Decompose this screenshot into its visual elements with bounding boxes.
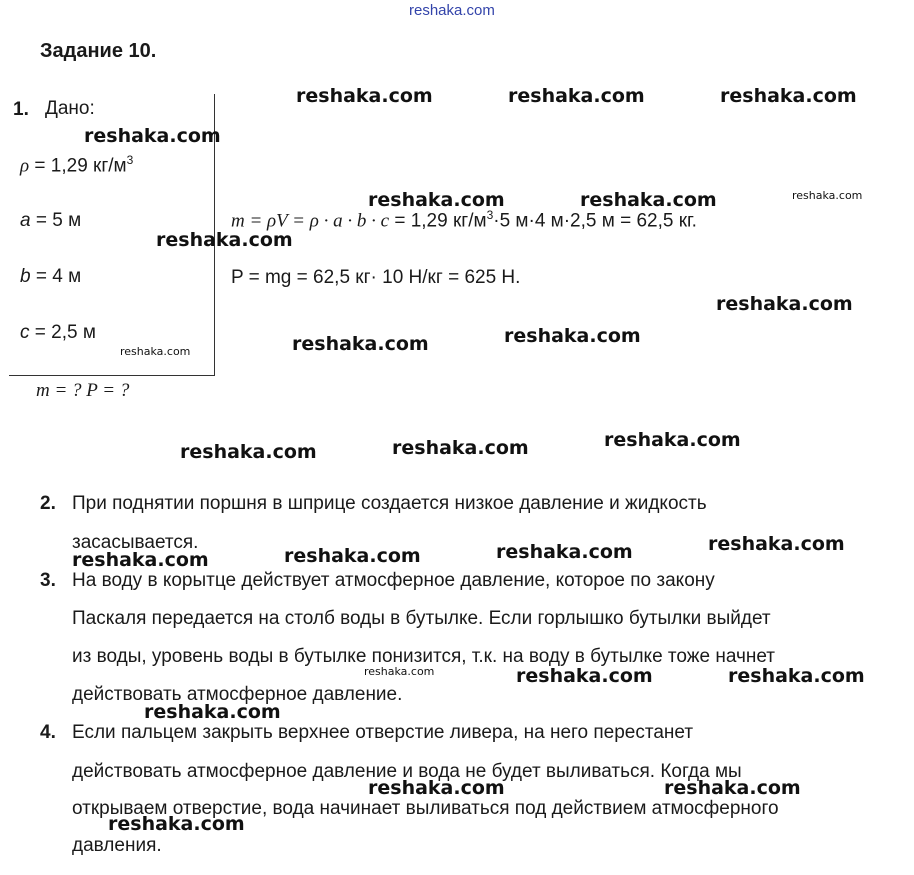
task-3-line: действовать атмосферное давление. xyxy=(72,684,403,705)
formula-mass-rhs-a: = 1,29 кг/м xyxy=(389,210,487,232)
watermark: reshaka.com xyxy=(580,189,717,211)
watermark: reshaka.com xyxy=(368,777,505,799)
b-symbol: b xyxy=(20,266,31,287)
task-4-line: давления. xyxy=(72,835,162,856)
task-4-number: 4. xyxy=(40,722,56,743)
task-4-line: открываем отверстие, вода начинает выливаться под действием атмосферного xyxy=(72,798,779,819)
find-line xyxy=(36,380,129,402)
watermark: reshaka.com xyxy=(508,85,645,107)
watermark: reshaka.com xyxy=(108,813,245,835)
watermark: reshaka.com xyxy=(364,665,435,678)
task-2-line: засасывается. xyxy=(72,532,199,553)
formula-mass-exp: 3 xyxy=(486,208,494,222)
formula-mass-lhs: m = ρV = ρ · a · b · c xyxy=(231,210,390,232)
page-title: Задание 10. xyxy=(40,40,157,62)
task-3-number: 3. xyxy=(40,570,56,591)
watermark: reshaka.com xyxy=(716,293,853,315)
given-c xyxy=(20,322,96,344)
site-header-link[interactable]: reshaka.com xyxy=(409,2,495,19)
watermark: reshaka.com xyxy=(72,549,209,571)
given-label: Дано: xyxy=(45,98,95,119)
given-rho xyxy=(20,153,133,177)
b-value: = 4 м xyxy=(35,266,82,287)
watermark: reshaka.com xyxy=(284,545,421,567)
c-value: = 2,5 м xyxy=(34,322,96,343)
watermark: reshaka.com xyxy=(392,437,529,459)
watermark: reshaka.com xyxy=(728,665,865,687)
watermark: reshaka.com xyxy=(120,345,191,358)
watermark: reshaka.com xyxy=(84,125,221,147)
watermark: reshaka.com xyxy=(156,229,293,251)
c-symbol: c xyxy=(20,322,30,343)
watermark: reshaka.com xyxy=(496,541,633,563)
watermark: reshaka.com xyxy=(708,533,845,555)
given-divider-horizontal xyxy=(9,375,215,376)
watermark: reshaka.com xyxy=(368,189,505,211)
watermark: reshaka.com xyxy=(180,441,317,463)
task-2-line: При поднятии поршня в шприце создается низкое давление и жидкость xyxy=(72,493,707,514)
rho-value: = 1,29 кг/м xyxy=(34,155,127,177)
formula-weight: P = mg = 62,5 кг· 10 Н/кг = 625 Н. xyxy=(231,267,521,288)
task-3-line: Паскаля передается на столб воды в бутылке. Если горлышко бутылки выйдет xyxy=(72,608,771,629)
rho-symbol: ρ xyxy=(20,155,30,177)
task-2-number: 2. xyxy=(40,493,56,514)
a-value: = 5 м xyxy=(35,210,82,231)
rho-exp: 3 xyxy=(126,153,134,167)
a-symbol: a xyxy=(20,210,31,231)
watermark: reshaka.com xyxy=(720,85,857,107)
formula-mass xyxy=(231,208,697,232)
task-4-line: Если пальцем закрыть верхнее отверстие ливера, на него перестанет xyxy=(72,722,694,743)
watermark: reshaka.com xyxy=(664,777,801,799)
task-3-line: из воды, уровень воды в бутылке понизится, т.к. на воду в бутылке тоже начнет xyxy=(72,646,775,667)
watermark: reshaka.com xyxy=(792,189,863,202)
watermark: reshaka.com xyxy=(604,429,741,451)
watermark: reshaka.com xyxy=(296,85,433,107)
find-text: m = ? P = ? xyxy=(36,380,130,401)
task-1-number: 1. xyxy=(13,99,29,120)
watermark: reshaka.com xyxy=(144,701,281,723)
given-a xyxy=(20,210,81,232)
given-b xyxy=(20,266,81,288)
watermark: reshaka.com xyxy=(504,325,641,347)
watermark: reshaka.com xyxy=(292,333,429,355)
formula-mass-rhs-b: ·5 м·4 м·2,5 м = 62,5 кг. xyxy=(493,210,697,232)
watermark: reshaka.com xyxy=(516,665,653,687)
task-3-line: На воду в корытце действует атмосферное давление, которое по закону xyxy=(72,570,715,591)
task-4-line: действовать атмосферное давление и вода не будет выливаться. Когда мы xyxy=(72,761,742,782)
